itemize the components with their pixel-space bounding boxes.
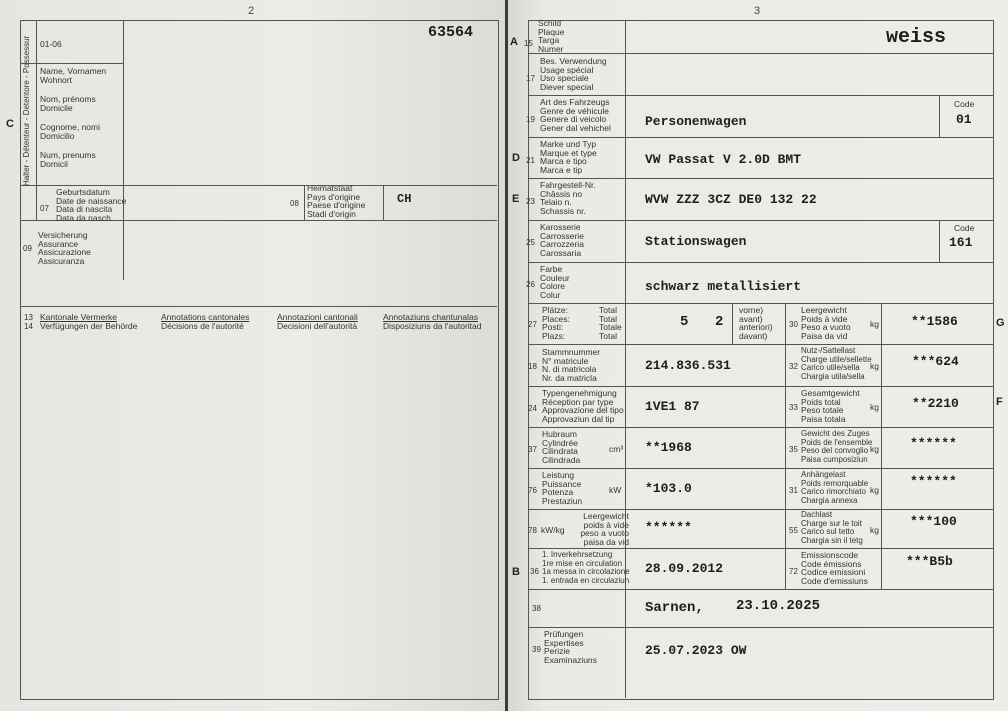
field-13-14-rm: Annotaziuns chantunalas Disposiziuns da l'autoritad [383, 312, 482, 331]
field-19-number: 19 [526, 115, 535, 124]
field-09-number: 09 [23, 244, 32, 253]
field-78-number: 78 [528, 526, 537, 535]
field-24-number: 24 [528, 404, 537, 413]
field-36-number: 36 [530, 567, 539, 576]
field-36-label: 1. Inverkehrsetzung 1re mise en circulation 1a messa in circolazione 1. entrada en circulaziun [542, 550, 630, 585]
field-55-label: Dachlast Charge sur le toit Carico sul tetto Chargia sin il tetg [801, 510, 863, 545]
side-letter-e: E [512, 193, 520, 205]
field-32-number: 32 [789, 362, 798, 371]
field-25-value: Stationswagen [645, 234, 747, 249]
field-23-number: 23 [526, 197, 535, 206]
row-0106-label: 01-06 [40, 39, 62, 49]
page-number: 3 [754, 5, 761, 17]
field-15-number: 15 [524, 39, 533, 48]
holder-vertical-label: Halter - Détenteur - Detentore - Possessur [22, 35, 31, 186]
field-38-date: 23.10.2025 [736, 598, 821, 614]
field-55-value: ***100 [910, 514, 957, 529]
field-55-unit: kg [870, 525, 879, 535]
field-38-number: 38 [532, 604, 541, 613]
field-18-label: Stammnummer N° matricule N. di matricola Nr. da matricla [542, 347, 601, 383]
field-32-label: Nutz-/Sattellast Charge utile/sellette Carico utile/sella Chargia utila/sella [801, 346, 872, 381]
holder-name-de: Name, Vornamen Wohnort [40, 66, 107, 85]
field-37-value: **1968 [645, 440, 692, 455]
side-letter-f: F [996, 396, 1003, 408]
field-33-unit: kg [870, 402, 879, 412]
side-letter-g: G [996, 317, 1005, 329]
field-17-number: 17 [526, 74, 535, 83]
field-36-value: 28.09.2012 [645, 561, 724, 576]
field-25-number: 25 [526, 238, 535, 247]
field-19-code: 01 [956, 112, 972, 127]
field-35-label: Gewicht des Zuges Poids de l'ensemble Peso del convoglio Paisa cumposiziun [801, 429, 873, 464]
holder-name-fr: Nom, prénoms Domicile [40, 94, 96, 113]
field-55-number: 55 [789, 526, 798, 535]
field-33-value: **2210 [912, 396, 959, 411]
field-38-place: Sarnen, [645, 600, 704, 616]
field-76-unit: kW [609, 485, 622, 495]
field-76-label: Leistung Puissance Potenza Prestaziun [542, 470, 583, 506]
field-37-unit: cm³ [609, 444, 624, 454]
document-number: 63564 [428, 24, 474, 41]
side-letter-d: D [512, 152, 520, 164]
field-76-value: *103.0 [645, 481, 692, 496]
side-letter-b: B [512, 566, 520, 578]
field-08-number: 08 [290, 199, 299, 208]
field-27-label: Plätze: Places: Posti: Plazs: [542, 305, 570, 341]
field-35-value: ****** [910, 436, 957, 451]
field-15-label: Schild Plaque Targa Numer [538, 18, 565, 54]
field-24-label: Typengenehmigung Réception par type Approvazione del tipo Approvaziun dal tip [542, 388, 624, 424]
field-27-value: 5 [680, 314, 689, 330]
field-76-number: 76 [528, 486, 537, 495]
field-26-number: 26 [526, 280, 535, 289]
field-21-number: 21 [526, 156, 535, 165]
field-23-label: Fahrgestell-Nr. Châssis no Telaio n. Schassis nr. [540, 180, 596, 216]
field-25-code-label: Code [954, 223, 975, 233]
field-37-number: 37 [528, 445, 537, 454]
field-33-label: Gesamtgewicht Poids total Peso totale Paisa totala [801, 388, 860, 424]
field-21-value: VW Passat V 2.0D BMT [645, 152, 802, 167]
page-number: 2 [248, 5, 255, 17]
field-15-value: weiss [886, 26, 947, 49]
field-21-label: Marke und Typ Marque et type Marca e tipo Marca e tip [540, 139, 597, 175]
side-letter-c: C [6, 118, 14, 130]
field-31-label: Anhängelast Poids remorquable Carico rimorchiato Chargia annexa [801, 470, 869, 505]
field-26-value: schwarz metallisiert [645, 279, 802, 294]
field-13-14-de: Kantonale Vermerke Verfügungen der Behörde [40, 312, 138, 331]
field-26-label: Farbe Couleur Colore Colur [540, 264, 570, 300]
field-33-number: 33 [789, 403, 798, 412]
field-19-code-label: Code [954, 99, 975, 109]
holder-name-rm: Num, prenums Domicil [40, 150, 96, 169]
right-page [508, 0, 1008, 711]
field-39-number: 39 [532, 645, 541, 654]
field-37-label: Hubraum Cylindrée Cilindrata Cilindrada [542, 429, 581, 465]
field-08-label: Heimatstaat Pays d'origine Paese d'origine Stadi d'origin [307, 183, 366, 219]
field-27-number: 27 [528, 320, 537, 329]
field-72-value: ***B5b [906, 554, 953, 569]
field-13-14-fr: Annotations cantonales Décisions de l'autorité [161, 312, 250, 331]
field-18-value: 214.836.531 [645, 358, 731, 373]
field-39-value: 25.07.2023 OW [645, 643, 747, 658]
field-35-number: 35 [789, 445, 798, 454]
field-32-unit: kg [870, 361, 879, 371]
field-27-front-label: vorne) avant) anteriori) davant) [739, 305, 773, 341]
field-39-label: Prüfungen Expertises Perizie Examinaziuns [544, 629, 597, 665]
field-25-code: 161 [949, 235, 973, 250]
field-23-value: WVW ZZZ 3CZ DE0 132 22 [645, 192, 817, 207]
field-13-14-numbers: 13 14 [24, 313, 33, 331]
field-17-label: Bes. Verwendung Usage spécial Uso speciale Diever special [540, 56, 607, 92]
field-19-value: Personenwagen [645, 114, 747, 129]
field-27-total-label: Total Total Totale Total [599, 305, 622, 341]
holder-name-it: Cognome, nomi Domicilio [40, 122, 101, 141]
field-07-number: 07 [40, 204, 49, 213]
field-31-value: ****** [910, 474, 957, 489]
field-72-number: 72 [789, 567, 798, 576]
field-78-label: Leergewicht poids à vide peso a vuoto paisa da vid [580, 511, 629, 547]
field-31-number: 31 [789, 486, 798, 495]
field-24-value: 1VE1 87 [645, 399, 700, 414]
field-13-14-it: Annotazioni cantonali Decisioni dell'autorità [277, 312, 358, 331]
field-30-unit: kg [870, 319, 879, 329]
field-78-unit: kW/kg [541, 525, 565, 535]
field-18-number: 18 [528, 362, 537, 371]
field-78-value: ****** [645, 520, 692, 535]
field-25-label: Karosserie Carrosserie Carrozzeria Carossaria [540, 222, 584, 258]
field-31-unit: kg [870, 485, 879, 495]
side-letter-a: A [510, 36, 518, 48]
field-19-label: Art des Fahrzeugs Genre de véhicule Genere di veicolo Gener dal vehichel [540, 97, 611, 133]
field-32-value: ***624 [912, 354, 959, 369]
field-72-label: Emissionscode Code émissions Codice emissioni Code d'emissiuns [801, 550, 868, 586]
field-30-value: **1586 [911, 314, 958, 329]
field-30-label: Leergewicht Poids à vide Peso a vuoto Paisa da vid [801, 305, 851, 341]
field-07-label: Geburtsdatum Date de naissance Data di nascita Data da nasch. [56, 187, 127, 223]
field-09-label: Versicherung Assurance Assicurazione Assicuranza [38, 230, 91, 266]
field-35-unit: kg [870, 444, 879, 454]
field-30-number: 30 [789, 320, 798, 329]
field-08-value: CH [397, 192, 412, 206]
field-27-front-value: 2 [715, 314, 724, 330]
